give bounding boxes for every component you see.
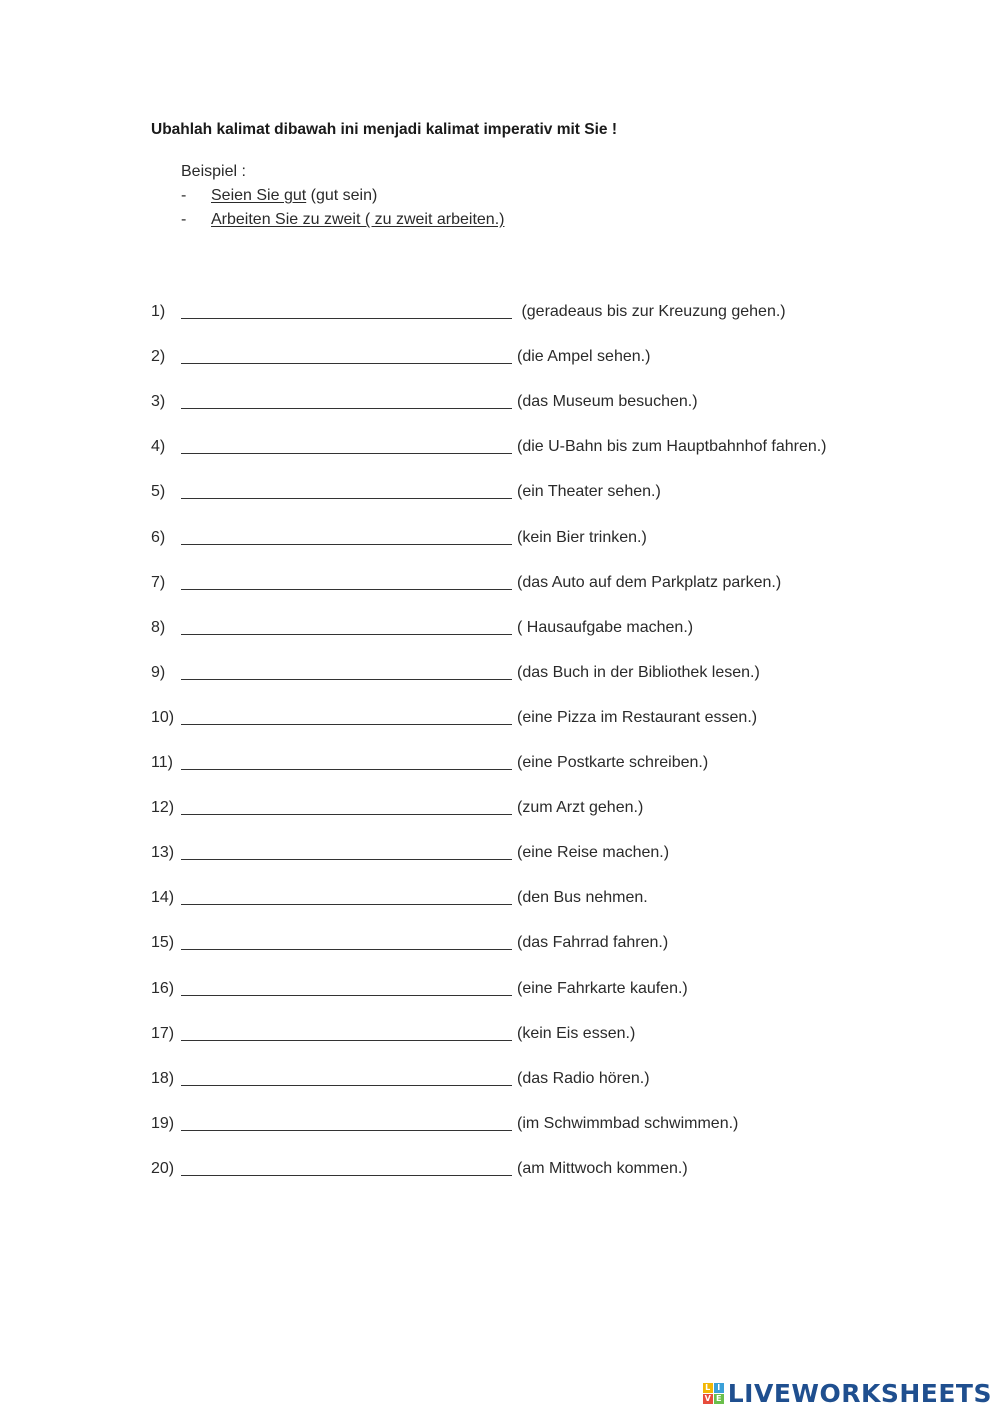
exercise-number: 2) bbox=[151, 348, 166, 366]
exercise-number: 8) bbox=[151, 618, 166, 636]
exercise-hint: (das Fahrrad fahren.) bbox=[517, 934, 669, 952]
exercise-row bbox=[151, 480, 891, 504]
exercise-number: 13) bbox=[151, 844, 175, 862]
exercise-row bbox=[151, 300, 891, 324]
exercise-number: 7) bbox=[151, 573, 166, 591]
logo-mark-letter: E bbox=[714, 1394, 724, 1404]
exercise-row bbox=[151, 841, 891, 865]
exercise-hint: (ein Theater sehen.) bbox=[517, 483, 661, 501]
logo-mark-letter: L bbox=[703, 1383, 713, 1393]
answer-blank[interactable] bbox=[181, 318, 512, 319]
exercise-number: 12) bbox=[151, 799, 175, 817]
exercise-row bbox=[151, 1157, 891, 1181]
exercise-hint: (die Ampel sehen.) bbox=[517, 348, 651, 366]
answer-blank[interactable] bbox=[181, 453, 512, 454]
exercise-hint: (im Schwimmbad schwimmen.) bbox=[517, 1114, 739, 1132]
answer-blank[interactable] bbox=[181, 634, 512, 635]
exercise-number: 1) bbox=[151, 303, 166, 320]
example-dash: - bbox=[181, 211, 187, 228]
exercise-row bbox=[151, 931, 891, 955]
exercise-number: 16) bbox=[151, 979, 175, 997]
exercise-row bbox=[151, 435, 891, 459]
exercise-hint: (kein Eis essen.) bbox=[517, 1024, 636, 1042]
example-item bbox=[181, 184, 504, 208]
exercise-row bbox=[151, 706, 891, 730]
exercise-number: 6) bbox=[151, 528, 166, 546]
exercise-row bbox=[151, 977, 891, 1001]
exercise-number: 11) bbox=[151, 754, 173, 771]
liveworksheets-logo bbox=[703, 1379, 992, 1407]
exercise-number: 10) bbox=[151, 708, 175, 726]
example-dash: - bbox=[181, 187, 187, 204]
exercise-hint: (das Radio hören.) bbox=[517, 1069, 650, 1087]
answer-blank[interactable] bbox=[181, 679, 512, 680]
exercise-row bbox=[151, 1067, 891, 1091]
example-answer: Seien Sie gut bbox=[211, 187, 307, 204]
exercise-number: 17) bbox=[151, 1024, 175, 1042]
logo-text: LIVEWORKSHEETS bbox=[727, 1378, 992, 1408]
answer-blank[interactable] bbox=[181, 1040, 512, 1041]
worksheet-title: Ubahlah kalimat dibawah ini menjadi kalimat imperativ mit Sie ! bbox=[151, 121, 617, 138]
exercise-number: 3) bbox=[151, 393, 166, 411]
answer-blank[interactable] bbox=[181, 949, 512, 950]
answer-blank[interactable] bbox=[181, 544, 512, 545]
exercise-hint: (eine Reise machen.) bbox=[517, 844, 670, 862]
exercise-number: 19) bbox=[151, 1114, 175, 1132]
answer-blank[interactable] bbox=[181, 1085, 512, 1086]
exercise-row bbox=[151, 390, 891, 414]
exercise-row bbox=[151, 796, 891, 820]
exercise-hint: (zum Arzt gehen.) bbox=[517, 799, 644, 817]
exercise-row bbox=[151, 345, 891, 369]
exercise-hint: (die U-Bahn bis zum Hauptbahnhof fahren.) bbox=[517, 438, 827, 456]
answer-blank[interactable] bbox=[181, 1175, 512, 1176]
example-item bbox=[181, 208, 504, 232]
exercise-hint: (geradeaus bis zur Kreuzung gehen.) bbox=[517, 303, 786, 320]
exercise-number: 15) bbox=[151, 934, 175, 952]
answer-blank[interactable] bbox=[181, 814, 512, 815]
exercise-hint: (den Bus nehmen. bbox=[517, 889, 648, 907]
answer-blank[interactable] bbox=[181, 589, 512, 590]
exercise-hint: (eine Pizza im Restaurant essen.) bbox=[517, 708, 758, 726]
exercise-number: 9) bbox=[151, 663, 166, 681]
example-block bbox=[181, 160, 504, 232]
exercise-row bbox=[151, 1022, 891, 1046]
exercise-number: 20) bbox=[151, 1159, 175, 1177]
exercise-number: 14) bbox=[151, 889, 175, 907]
exercise-number: 5) bbox=[151, 483, 166, 501]
exercise-row bbox=[151, 571, 891, 595]
example-answer: Arbeiten Sie zu zweit ( zu zweit arbeiten.) bbox=[211, 211, 505, 228]
answer-blank[interactable] bbox=[181, 769, 512, 770]
example-hint: (gut sein) bbox=[306, 187, 378, 204]
answer-blank[interactable] bbox=[181, 995, 512, 996]
exercise-row bbox=[151, 661, 891, 685]
exercise-hint: (eine Postkarte schreiben.) bbox=[517, 754, 709, 771]
exercise-number: 4) bbox=[151, 438, 166, 456]
exercise-row bbox=[151, 1112, 891, 1136]
answer-blank[interactable] bbox=[181, 724, 512, 725]
exercise-number: 18) bbox=[151, 1069, 175, 1087]
exercise-hint: (das Buch in der Bibliothek lesen.) bbox=[517, 663, 760, 681]
exercise-hint: (das Auto auf dem Parkplatz parken.) bbox=[517, 573, 782, 591]
exercise-row bbox=[151, 526, 891, 550]
answer-blank[interactable] bbox=[181, 408, 512, 409]
answer-blank[interactable] bbox=[181, 859, 512, 860]
exercise-hint: (eine Fahrkarte kaufen.) bbox=[517, 979, 688, 997]
logo-mark-letter: I bbox=[714, 1383, 724, 1393]
exercise-hint: (am Mittwoch kommen.) bbox=[517, 1159, 688, 1177]
exercise-hint: (kein Bier trinken.) bbox=[517, 528, 647, 546]
exercise-hint: ( Hausaufgabe machen.) bbox=[517, 618, 694, 636]
exercise-row bbox=[151, 616, 891, 640]
answer-blank[interactable] bbox=[181, 363, 512, 364]
logo-mark-letter: V bbox=[704, 1393, 711, 1403]
answer-blank[interactable] bbox=[181, 498, 512, 499]
exercise-row bbox=[151, 751, 891, 775]
logo-mark-icon bbox=[703, 1383, 724, 1404]
answer-blank[interactable] bbox=[181, 904, 512, 905]
answer-blank[interactable] bbox=[181, 1130, 512, 1131]
example-label: Beispiel : bbox=[181, 163, 246, 180]
exercise-row bbox=[151, 886, 891, 910]
exercise-hint: (das Museum besuchen.) bbox=[517, 393, 698, 411]
